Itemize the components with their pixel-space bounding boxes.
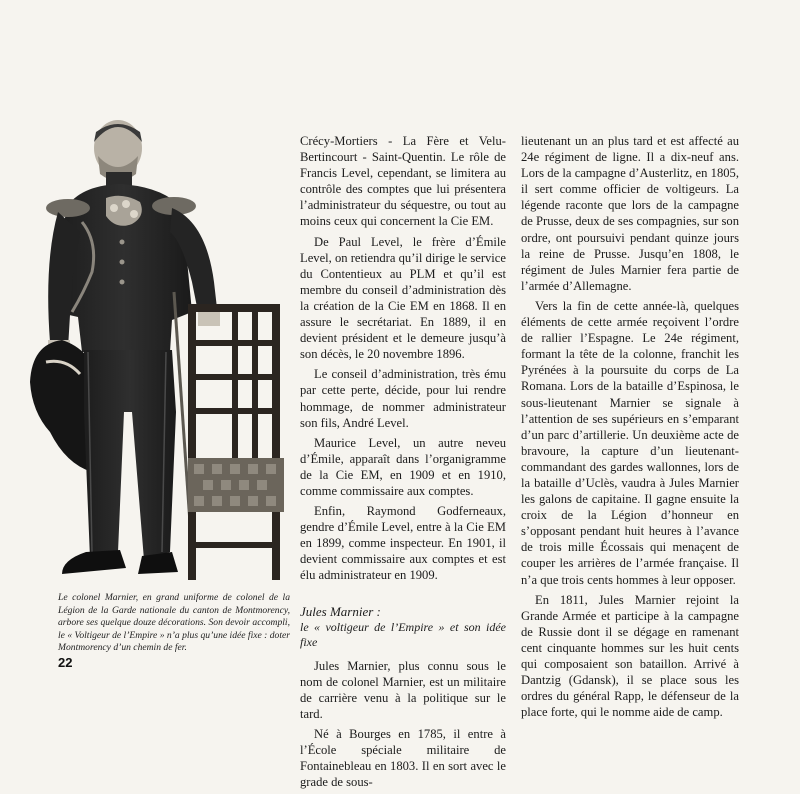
text-column-middle [300, 133, 506, 794]
photo-caption [58, 592, 290, 655]
paragraph: lieutenant un an plus tard et est affecté au 24e régiment de ligne. Il a dix-neuf ans. Lors de la campagne d’Austerlitz, en 1805, il sert comme officier de voltigeurs. La légende raconte que lors de la campagne de Prusse, deux de ses compagnies, sur son ordre, ont poursuivi pendant quinze jours la reine de Prusse. Jusqu’en 1808, le régiment de Jules Marnier fera partie de l’armée d’Allemagne. [521, 134, 739, 293]
section-heading [300, 604, 506, 650]
paragraph: Vers la fin de cette année-là, quelques éléments de cette armée reçoivent l’ordre de rallier l’Espagne. Le 24e régiment, formant la tête de la colonne, franchit les Pyrénées à la poursuite du corps de La Romana. Lors de la bataille d’Espinosa, le sous-lieutenant Marnier se signale à l’attention de ses supérieurs en s’emparant d’un parc d’artillerie. Un deuxième acte de bravoure, la capture d’un lieutenant-commandant des gardes wallonnes, lors de la bataille d’Uclès, vaudra à Jules Marnier les galons de capitaine. Il gagne ensuite la croix de la Légion d’honneur en s’opposant pendant huit heures à l’avance de trois mille Écossais qui menaçent de couper les arrières de l’armée française. Il n’a que trois cents hommes à leur opposer. [521, 298, 739, 587]
section-subtitle: le « voltigeur de l’Empire » et son idée fixe [300, 619, 506, 649]
paragraph: Maurice Level, un autre neveu d’Émile, apparaît dans l’organigramme de la Cie EM, en 1909 et en 1910, comme commissaire aux comptes. [300, 435, 506, 498]
page-number: 22 [58, 655, 73, 670]
paragraph: Jules Marnier, plus connu sous le nom de colonel Marnier, est un militaire de carrière venu à la politique sur le tard. [300, 658, 506, 721]
section-title: Jules Marnier : [300, 603, 381, 619]
paragraph: Né à Bourges en 1785, il entre à l’École spéciale militaire de Fontainebleau en 1803. Il en sort avec le grade de sous- [300, 726, 506, 790]
paragraph: En 1811, Jules Marnier rejoint la Grande Armée et participe à la campagne de Russie dont il se dégage en ramenant cent cinquante hommes sur les huit cents qui composaient son bataillon. Arrivé à Dantzig (Gdansk), il se place sous les ordres du général Rapp, le défenseur de la place forte, qui le nomme aide de camp. [521, 592, 739, 720]
caption-text: Le colonel Marnier, en grand uniforme de colonel de la Légion de la Garde nationale du canton de Montmorency, arbore ses quelque douze décorations. Son devoir accompli, le « Voltigeur de l’Empire » n’a plus qu’une idée fixe : doter Montmorency d’un chemin de fer. [58, 592, 290, 654]
colonel-portrait-photo [22, 112, 290, 590]
paragraph: Enfin, Raymond Godferneaux, gendre d’Émile Level, entre à la Cie EM en 1899, comme inspecteur. En 1901, il devient commissaire aux comptes et est élu administrateur en 1909. [300, 504, 506, 583]
paragraph: Crécy-Mortiers - La Fère et Velu-Bertincourt - Saint-Quentin. Le rôle de Francis Level, cependant, se limitera au contrôle des comptes que lui présentera l’administrateur du séquestre, ou tout au moins ceux qui concernent la Cie EM. [300, 134, 506, 229]
paragraph: Le conseil d’administration, très ému par cette perte, décide, pour lui rendre hommage, de nommer administrateur son fils, André Level. [300, 367, 506, 430]
text-column-right [521, 133, 739, 724]
paragraph: De Paul Level, le frère d’Émile Level, on retiendra qu’il dirige le service du Contentieux au PLM et qu’il est membre du conseil d’administration dès la création de la Cie EM en 1868. Il en assure le secrétariat. En 1889, il en devient président et le demeure jusqu’à son décès, le 20 novembre 1896. [300, 234, 506, 362]
